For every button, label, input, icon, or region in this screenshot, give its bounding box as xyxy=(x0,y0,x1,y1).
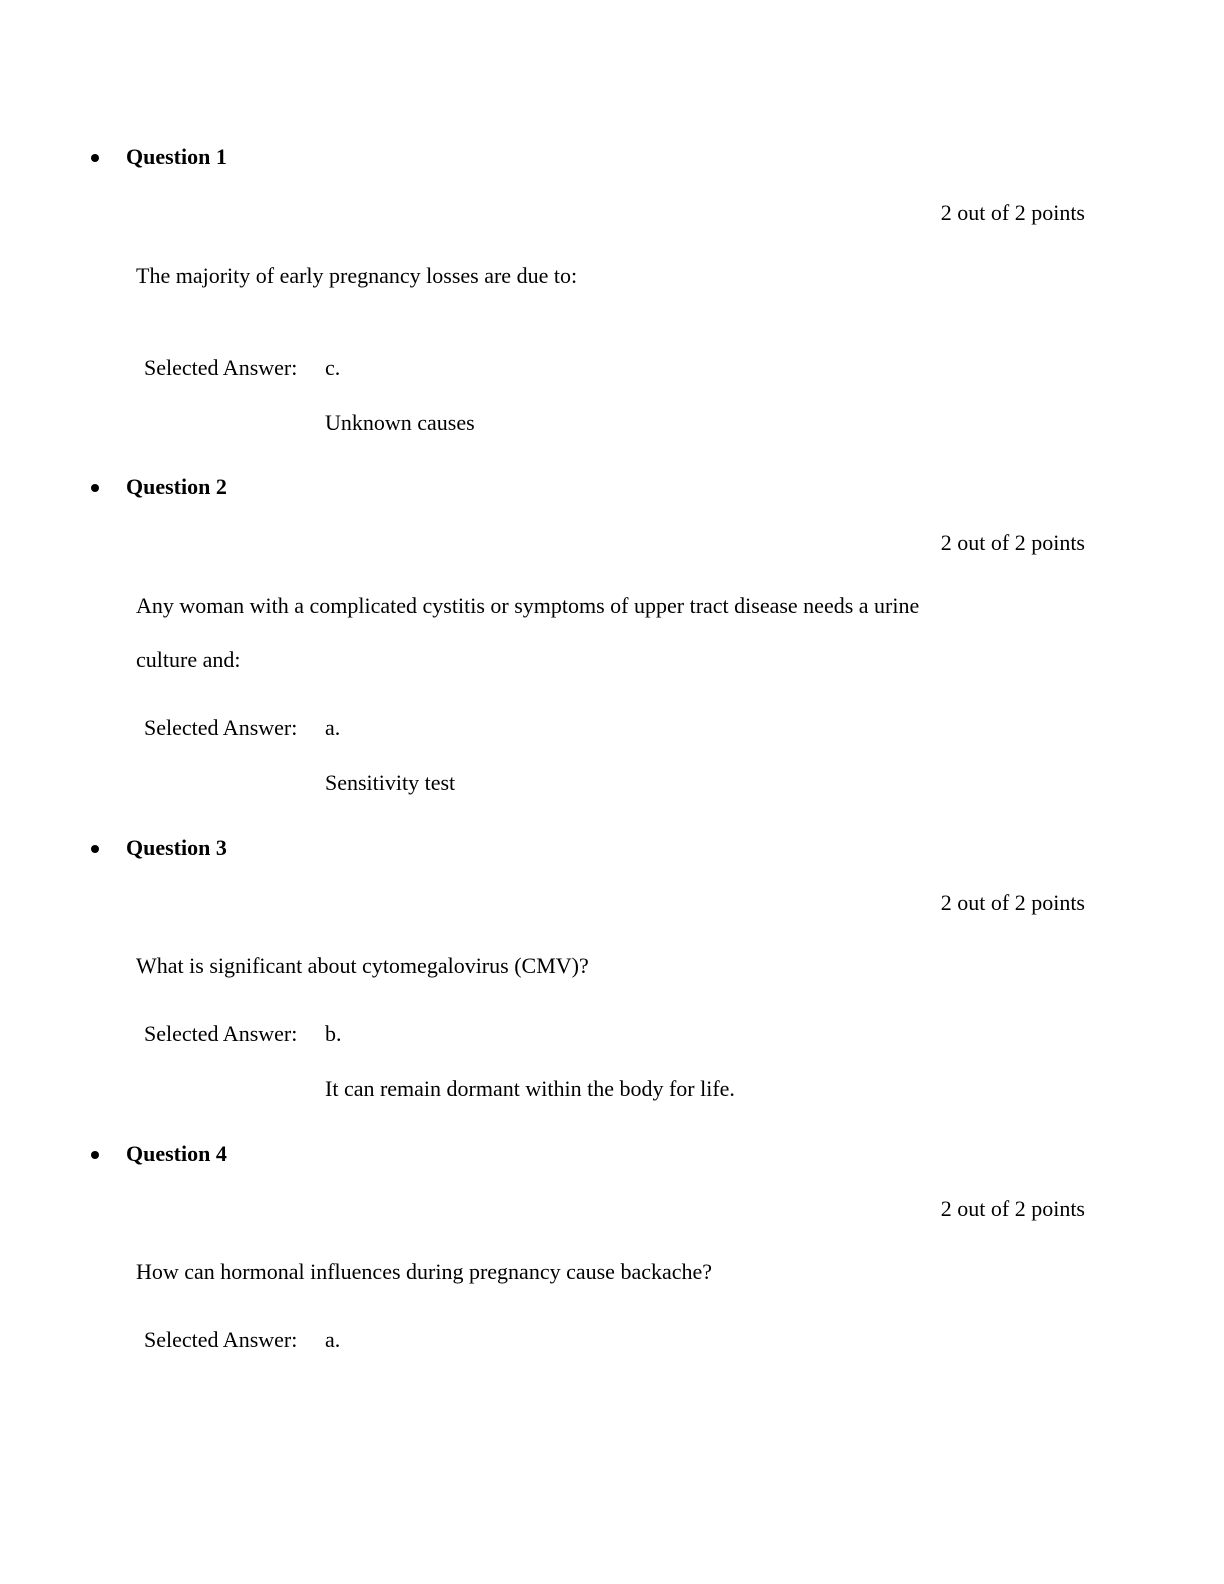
selected-answer-label: Selected Answer: xyxy=(144,1327,298,1352)
question-text: How can hormonal influences during pregnancy cause backache? xyxy=(136,1259,713,1284)
selected-answer-letter: a. xyxy=(325,715,341,740)
question-points: 2 out of 2 points xyxy=(940,1196,1085,1221)
question-text: Any woman with a complicated cystitis or symptoms of upper tract disease needs a urine xyxy=(136,593,920,618)
bullet-icon xyxy=(91,845,99,853)
selected-answer-label: Selected Answer: xyxy=(144,715,298,740)
bullet-icon xyxy=(91,154,99,162)
selected-answer-text: Unknown causes xyxy=(325,410,475,435)
selected-answer-text: Sensitivity test xyxy=(325,770,456,795)
bullet-icon xyxy=(91,484,99,492)
question-points: 2 out of 2 points xyxy=(940,890,1085,915)
question-text: The majority of early pregnancy losses are due to: xyxy=(136,263,578,288)
selected-answer-letter: b. xyxy=(325,1021,342,1046)
selected-answer-letter: a. xyxy=(325,1327,341,1352)
bullet-icon xyxy=(91,1151,99,1159)
selected-answer-label: Selected Answer: xyxy=(144,1021,298,1046)
question-points: 2 out of 2 points xyxy=(940,200,1085,225)
question-title: Question 2 xyxy=(126,474,227,499)
question-title: Question 1 xyxy=(126,144,227,169)
question-text: What is significant about cytomegalovirus (CMV)? xyxy=(136,953,589,978)
question-title: Question 4 xyxy=(126,1141,227,1166)
question-title: Question 3 xyxy=(126,835,227,860)
selected-answer-label: Selected Answer: xyxy=(144,355,298,380)
question-points: 2 out of 2 points xyxy=(940,530,1085,555)
selected-answer-letter: c. xyxy=(325,355,341,380)
selected-answer-text: It can remain dormant within the body for life. xyxy=(325,1076,735,1101)
question-text: culture and: xyxy=(136,647,241,672)
